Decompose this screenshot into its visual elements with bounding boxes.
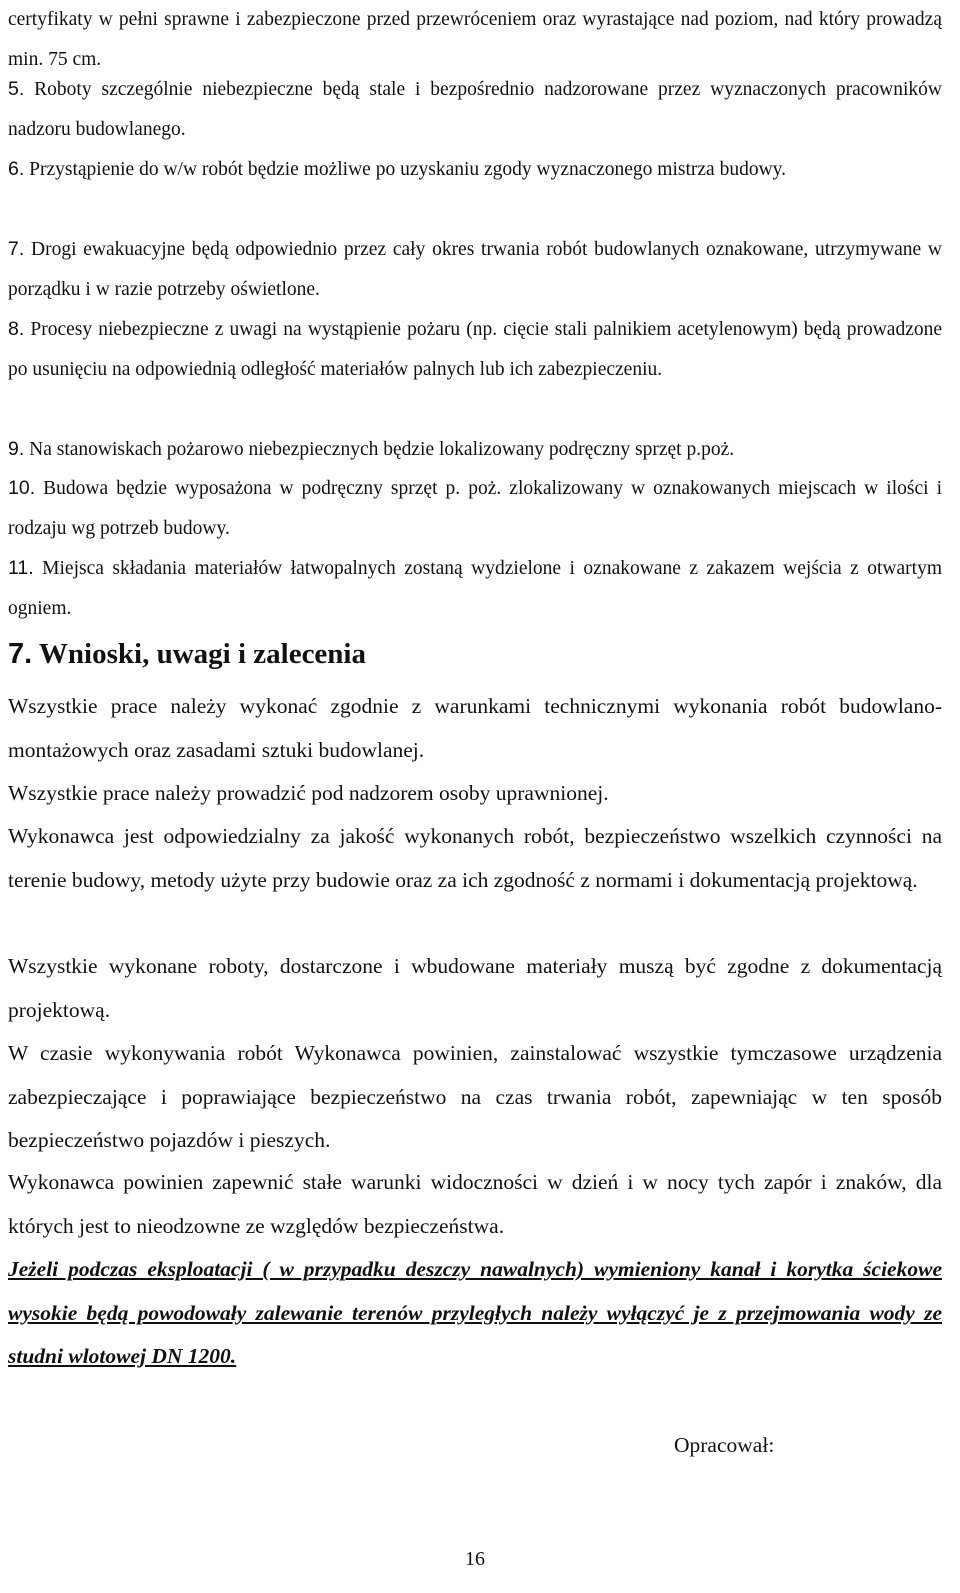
section-heading [8, 634, 366, 674]
list-item-11 [8, 548, 942, 629]
list-item-text: certyfikaty w pełni sprawne i zabezpieczone przed przewróceniem oraz wyrastające nad poziom, nad który prowadzą min. 75 cm. [8, 9, 942, 70]
paragraph: W czasie wykonywania robót Wykonawca powinien, zainstalować wszystkie tymczasowe urządzenia zabezpieczające i poprawiające bezpieczeństwo na czas trwania robót, zapewniając w ten sposób bezpieczeństwo pojazdów i pieszych. [8, 1041, 942, 1152]
list-item-continuation [8, 0, 942, 80]
list-item-number: 9. [8, 438, 25, 460]
list-item-text: Procesy niebezpieczne z uwagi na wystąpienie pożaru (np. cięcie stali palnikiem acetylenowym) będą prowadzone po usunięciu na odpowiednią odległość materiałów palnych lub ich zabezpieczeniu. [8, 319, 943, 380]
list-item-10 [8, 468, 942, 549]
signature-label: Opracował: [674, 1433, 775, 1457]
list-item-9 [8, 429, 942, 470]
list-item-number: 6. [8, 158, 25, 180]
list-item-text: Roboty szczególnie niebezpieczne będą stale i bezpośrednio nadzorowane przez wyznaczonych pracowników nadzoru budowlanego. [8, 79, 943, 140]
list-item-5 [8, 69, 942, 150]
list-item-8 [8, 309, 942, 390]
page-number: 16 [465, 1548, 485, 1570]
list-item-number: 5. [8, 78, 25, 100]
section-title: Wnioski, uwagi i zalecenia [38, 638, 366, 670]
list-item-number: 8. [8, 318, 25, 340]
list-item-text: Drogi ewakuacyjne będą odpowiednio przez cały okres trwania robót budowlanych oznakowane, utrzymywane w porządku i w razie potrzeby oświetlone. [8, 239, 942, 300]
list-item-text: Miejsca składania materiałów łatwopalnych zostaną wydzielone i oznakowane z zakazem wejścia z otwartym ogniem. [8, 558, 943, 619]
list-item-6 [8, 149, 942, 190]
paragraph: Wykonawca jest odpowiedzialny za jakość wykonanych robót, bezpieczeństwo wszelkich czynności na terenie budowy, metody użyte przy budowie oraz za ich zgodność z normami i dokumentacją projektową. [8, 824, 942, 892]
list-item-7 [8, 229, 942, 310]
list-item-number: 11. [8, 557, 34, 579]
emphasis-paragraph: Jeżeli podczas eksploatacji ( w przypadku deszczy nawalnych) wymieniony kanał i korytka ściekowe wysokie będą powodowały zalewanie terenów przyległych należy wyłączyć je z przejmowania wody ze studni wlotowej DN 1200. [8, 1257, 942, 1368]
paragraph: Wszystkie wykonane roboty, dostarczone i wbudowane materiały muszą być zgodne z dokumentacją projektową. [8, 954, 942, 1022]
paragraph: Wykonawca powinien zapewnić stałe warunki widoczności w dzień i w nocy tych zapór i znaków, dla których jest to nieodzowne ze względów bezpieczeństwa. [8, 1170, 942, 1238]
paragraph: Wszystkie prace należy wykonać zgodnie z warunkami technicznymi wykonania robót budowlano-montażowych oraz zasadami sztuki budowlanej. [8, 694, 942, 762]
paragraph: Wszystkie prace należy prowadzić pod nadzorem osoby uprawnionej. [8, 781, 609, 805]
list-item-text: Budowa będzie wyposażona w podręczny sprzęt p. poż. zlokalizowany w oznakowanych miejscach w ilości i rodzaju wg potrzeb budowy. [8, 478, 943, 539]
section-number: 7. [8, 638, 33, 670]
list-item-text: Przystąpienie do w/w robót będzie możliwe po uzyskaniu zgody wyznaczonego mistrza budowy. [29, 159, 787, 180]
list-item-number: 10. [8, 477, 36, 499]
list-item-number: 7. [8, 238, 25, 260]
list-item-text: Na stanowiskach pożarowo niebezpiecznych będzie lokalizowany podręczny sprzęt p.poż. [29, 439, 735, 460]
